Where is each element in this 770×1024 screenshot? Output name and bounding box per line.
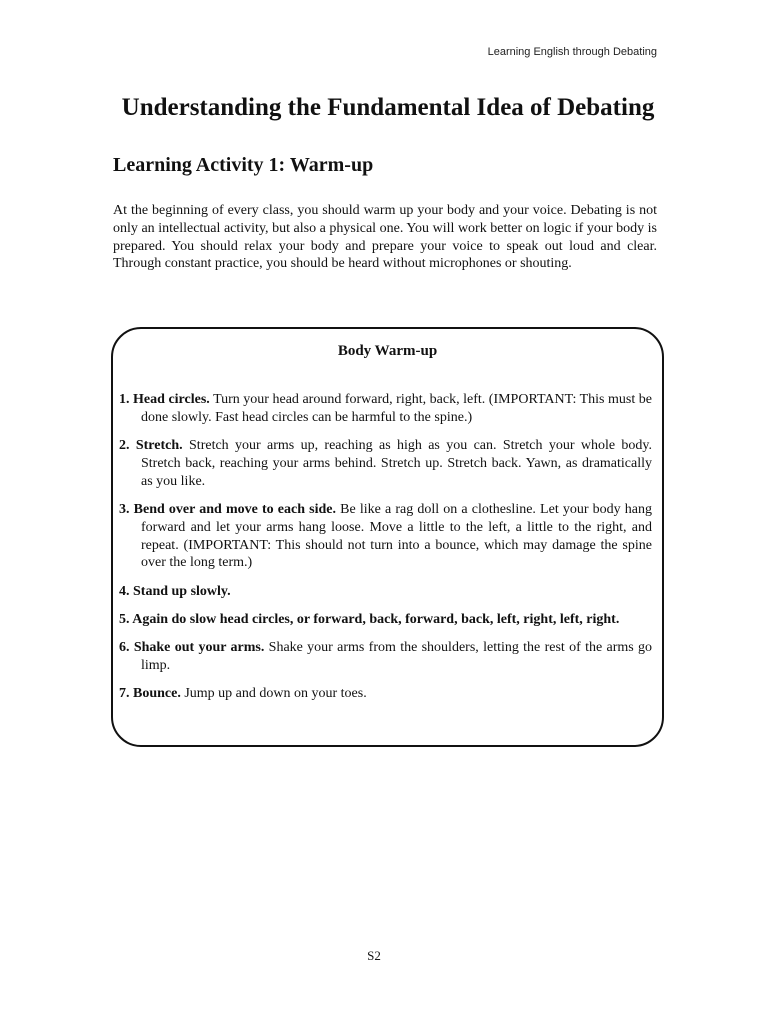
running-header: Learning English through Debating [487,46,657,58]
warmup-step [119,437,652,490]
step-text: Turn your head around forward, right, back, left. (IMPORTANT: This must be done slowly. Fast head circles can be harmful to the spine.) [141,392,652,425]
warmup-step [119,685,652,703]
step-text: Be like a rag doll on a clothesline. Let your body hang forward and let your arms hang loose. Move a little to the left, a little to the right, and repeat. (IMPORTANT: This should not turn into a bounce, which may damage the spine over the long term.) [141,501,653,571]
step-lead: Shake out your arms. [133,640,265,656]
body-warmup-box [111,327,664,747]
intro-paragraph: At the beginning of every class, you should warm up your body and your voice. Debating is not only an intellectual activity, but also a physical one. You will work better on logic if your body is prepared. You should relax your body and prepare your voice to speak out loud and clear. Through constant practice, you should be heard without microphones or shouting. [113,203,657,272]
step-text: Jump up and down on your toes. [184,686,367,702]
step-number: 4. [119,583,130,599]
page-number: S2 [367,948,381,963]
step-lead: Again do slow head circles, or forward, back, forward, back, left, right, left, right. [132,611,620,627]
step-number: 5. [119,611,130,627]
page-title: Understanding the Fundamental Idea of Debating [121,94,655,121]
box-title: Body Warm-up [337,343,438,359]
warmup-step [119,501,652,572]
warmup-step [119,391,652,427]
step-lead: Bounce. [133,686,181,702]
step-number: 2. [119,438,130,454]
warmup-step [119,583,652,601]
step-number: 1. [119,392,130,407]
warmup-step [119,611,652,629]
step-lead: Bend over and move to each side. [133,501,336,517]
warmup-step [119,639,652,675]
step-text: Stretch your arms up, reaching as high as you can. Stretch your whole body. Stretch back, reaching your arms behind. Stretch up. Stretch back. Yawn, as dramatically as you like. [141,438,653,489]
step-lead: Stretch. [135,438,183,454]
step-lead: Head circles. [133,392,210,407]
warmup-steps-list [119,391,652,714]
step-number: 7. [119,686,130,702]
step-lead: Stand up slowly. [133,583,231,599]
step-text: Shake your arms from the shoulders, letting the rest of the arms go limp. [141,640,653,674]
activity-heading: Learning Activity 1: Warm-up [113,154,374,176]
step-number: 6. [119,640,130,656]
step-number: 3. [119,501,130,517]
